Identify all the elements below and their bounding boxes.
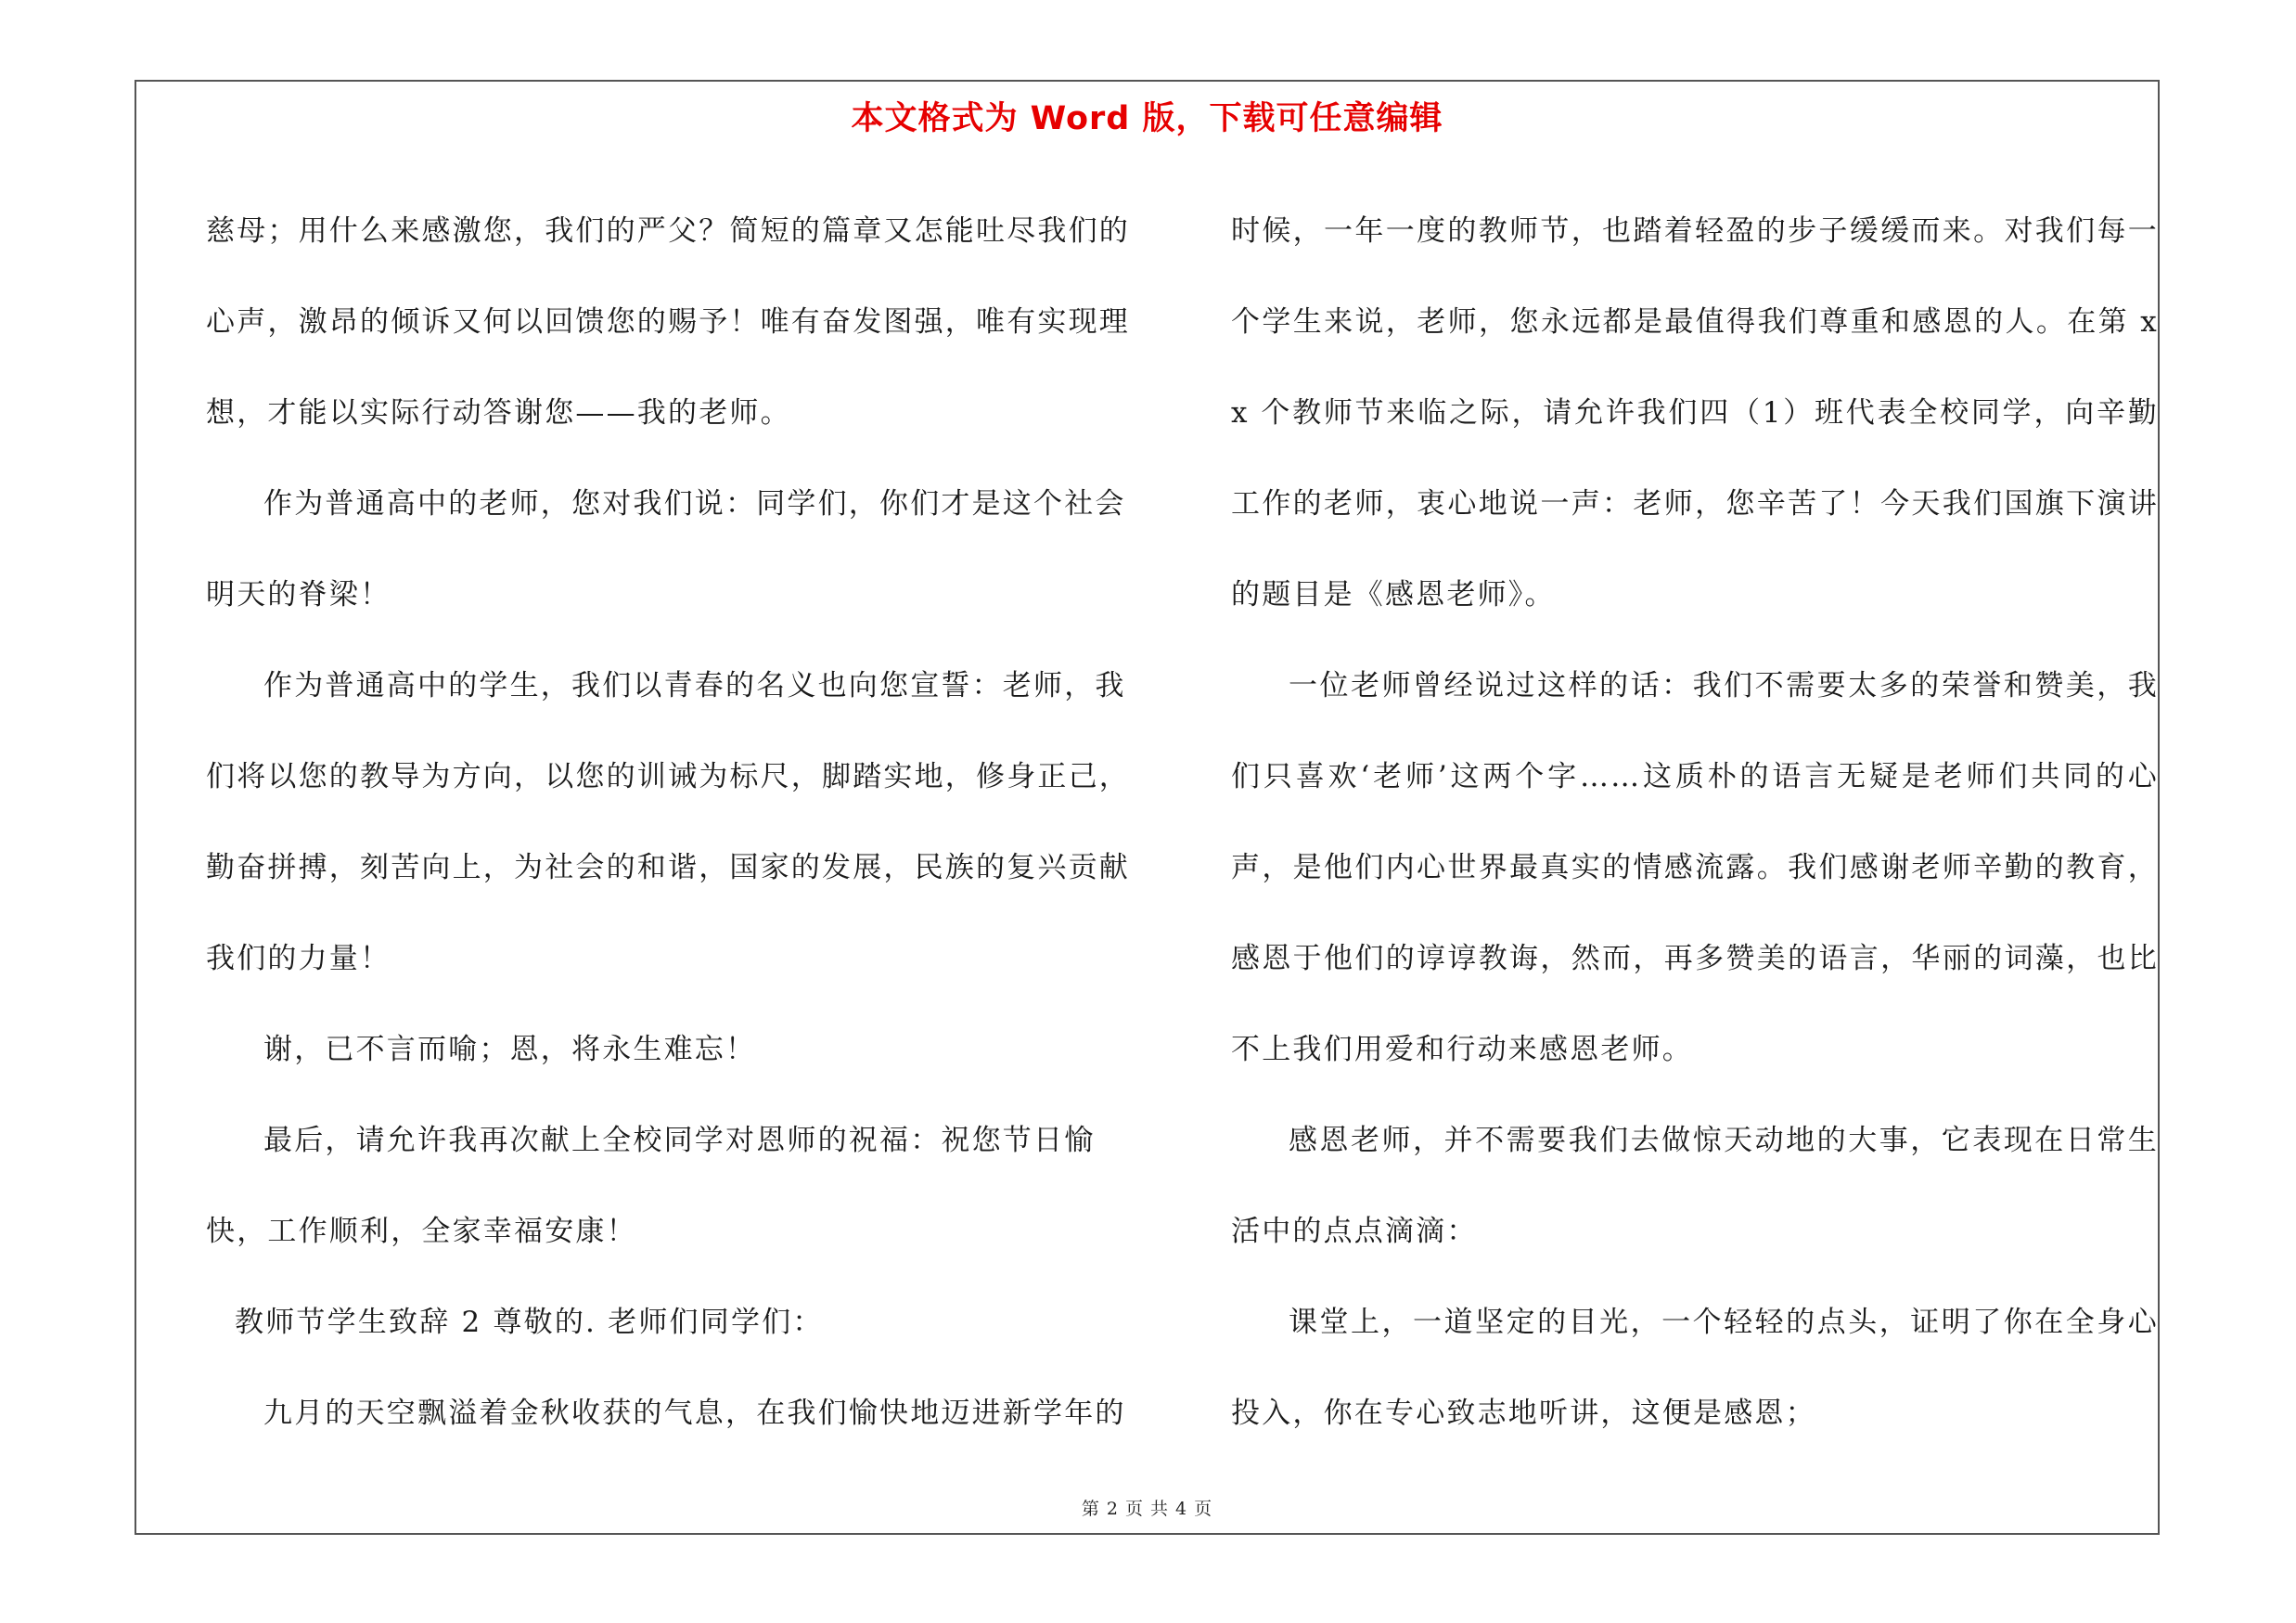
- paragraph: 作为普通高中的老师，您对我们说：同学们，你们才是这个社会明天的脊梁！: [206, 487, 1126, 612]
- left-column: [206, 186, 1143, 1459]
- paragraph: 谢，已不言而喻；恩，将永生难忘！: [263, 1033, 757, 1066]
- paragraph: 时候，一年一度的教师节，也踏着轻盈的步子缓缓而来。对我们每一个学生来说，老师，您永远都是最值得我们尊重和感恩的人。在第 xx 个教师节来临之际，请允许我们四（1）班代表全校同学，向辛勤工作的老师，衷心地说一声：老师，您辛苦了！今天我们国旗下演讲的题目是《感恩老师》。: [1231, 214, 2159, 612]
- paragraph: 课堂上，一道坚定的目光，一个轻轻的点头，证明了你在全身心投入，你在专心致志地听讲，这便是感恩；: [1231, 1306, 2159, 1430]
- paragraph: 作为普通高中的学生，我们以青春的名义也向您宣誓：老师，我们将以您的教导为方向，以您的训诫为标尺，脚踏实地，修身正己，勤奋拼搏，刻苦向上，为社会的和谐，国家的发展，民族的复兴贡献我们的力量！: [206, 669, 1130, 975]
- paragraph: 慈母；用什么来感激您，我们的严父？简短的篇章又怎能吐尽我们的心声，激昂的倾诉又何以回馈您的赐予！唯有奋发图强，唯有实现理想，才能以实际行动答谢您——我的老师。: [206, 214, 1130, 430]
- section-heading: 教师节学生致辞 2 尊敬的. 老师们同学们：: [235, 1306, 824, 1339]
- paragraph: 九月的天空飘溢着金秋收获的气息，在我们愉快地迈进新学年的: [263, 1397, 1126, 1430]
- paragraph: 感恩老师，并不需要我们去做惊天动地的大事，它表现在日常生活中的点点滴滴：: [1231, 1124, 2159, 1248]
- paragraph: 最后，请允许我再次献上全校同学对恩师的祝福：祝您节日愉快，工作顺利，全家幸福安康！: [206, 1124, 1096, 1248]
- right-column: [1231, 186, 2159, 1459]
- paragraph: 一位老师曾经说过这样的话：我们不需要太多的荣誉和赞美，我们只喜欢‘老师’这两个字……这质朴的语言无疑是老师们共同的心声，是他们内心世界最真实的情感流露。我们感谢老师辛勤的教育，感恩于他们的谆谆教诲，然而，再多赞美的语言，华丽的词藻，也比不上我们用爱和行动来感恩老师。: [1231, 669, 2159, 1066]
- word-format-banner: 本文格式为 Word 版，下载可任意编辑: [851, 100, 1443, 137]
- page-number: 第 2 页 共 4 页: [1081, 1499, 1213, 1519]
- document-page: [135, 80, 2160, 1535]
